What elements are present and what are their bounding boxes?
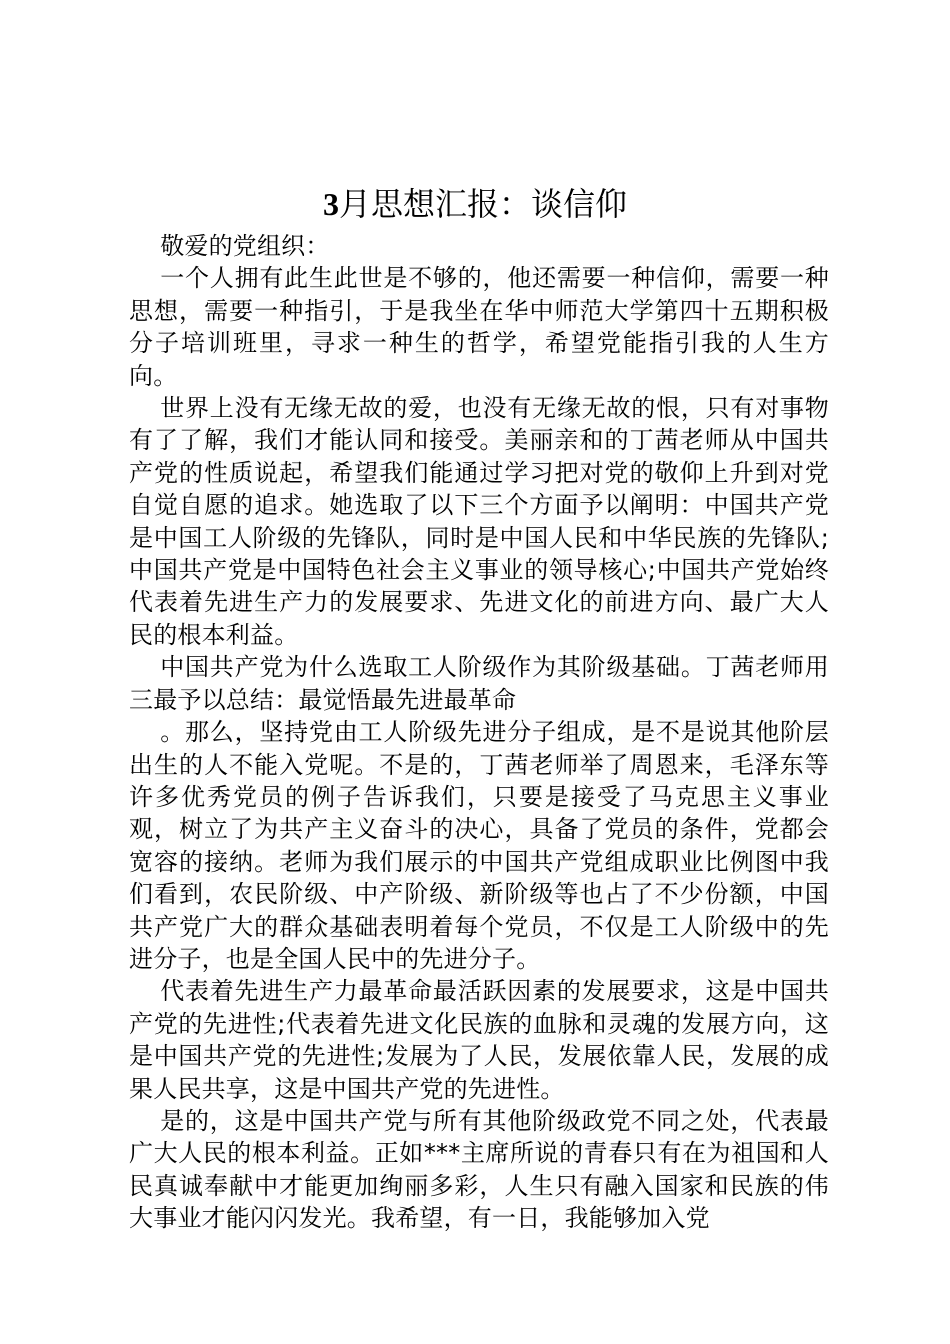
paragraph: 世界上没有无缘无故的爱，也没有无缘无故的恨，只有对事物有了了解，我们才能认同和接受。美丽亲和的丁茜老师从中国共产党的性质说起，希望我们能通过学习把对党的敬仰上升到对党自觉自愿的追求。她选取了以下三个方面予以阐明：中国共产党是中国工人阶级的先锋队，同时是中国人民和中华民族的先锋队;中国共产党是中国特色社会主义事业的领导核心;中国共产党始终代表着先进生产力的发展要求、先进文化的前进方向、最广大人民的根本利益。: [129, 394, 829, 649]
paragraph: 代表着先进生产力最革命最活跃因素的发展要求，这是中国共产党的先进性;代表着先进文化民族的血脉和灵魂的发展方向，这是中国共产党的先进性;发展为了人民，发展依靠人民，发展的成果人民共享，这是中国共产党的先进性。: [129, 977, 829, 1103]
paragraph: 中国共产党为什么选取工人阶级作为其阶级基础。丁茜老师用三最予以总结：最觉悟最先进最革命: [129, 653, 829, 714]
paragraph: 。那么，坚持党由工人阶级先进分子组成，是不是说其他阶层出生的人不能入党呢。不是的，丁茜老师举了周恩来，毛泽东等许多优秀党员的例子告诉我们，只要是接受了马克思主义事业观，树立了为共产主义奋斗的决心，具备了党员的条件，党都会宽容的接纳。老师为我们展示的中国共产党组成职业比例图中我们看到，农民阶级、中产阶级、新阶级等也占了不少份额，中国共产党广大的群众基础表明着每个党员，不仅是工人阶级中的先进分子，也是全国人民中的先进分子。: [129, 718, 829, 973]
paragraph: 是的，这是中国共产党与所有其他阶级政党不同之处，代表最广大人民的根本利益。正如***主席所说的青春只有在为祖国和人民真诚奉献中才能更加绚丽多彩，人生只有融入国家和民族的伟大事业才能闪闪发光。我希望，有一日，我能够加入党: [129, 1106, 829, 1233]
title-number: 3: [322, 186, 339, 222]
salutation: 敬爱的党组织：: [160, 232, 330, 260]
paragraph: 一个人拥有此生此世是不够的，他还需要一种信仰，需要一种思想，需要一种指引，于是我坐在华中师范大学第四十五期积极分子培训班里，寻求一种生的哲学，希望党能指引我的人生方向。: [129, 264, 829, 390]
document-body: [129, 230, 829, 1235]
document-title: [0, 180, 950, 228]
title-text: 月思想汇报：谈信仰: [338, 185, 627, 223]
